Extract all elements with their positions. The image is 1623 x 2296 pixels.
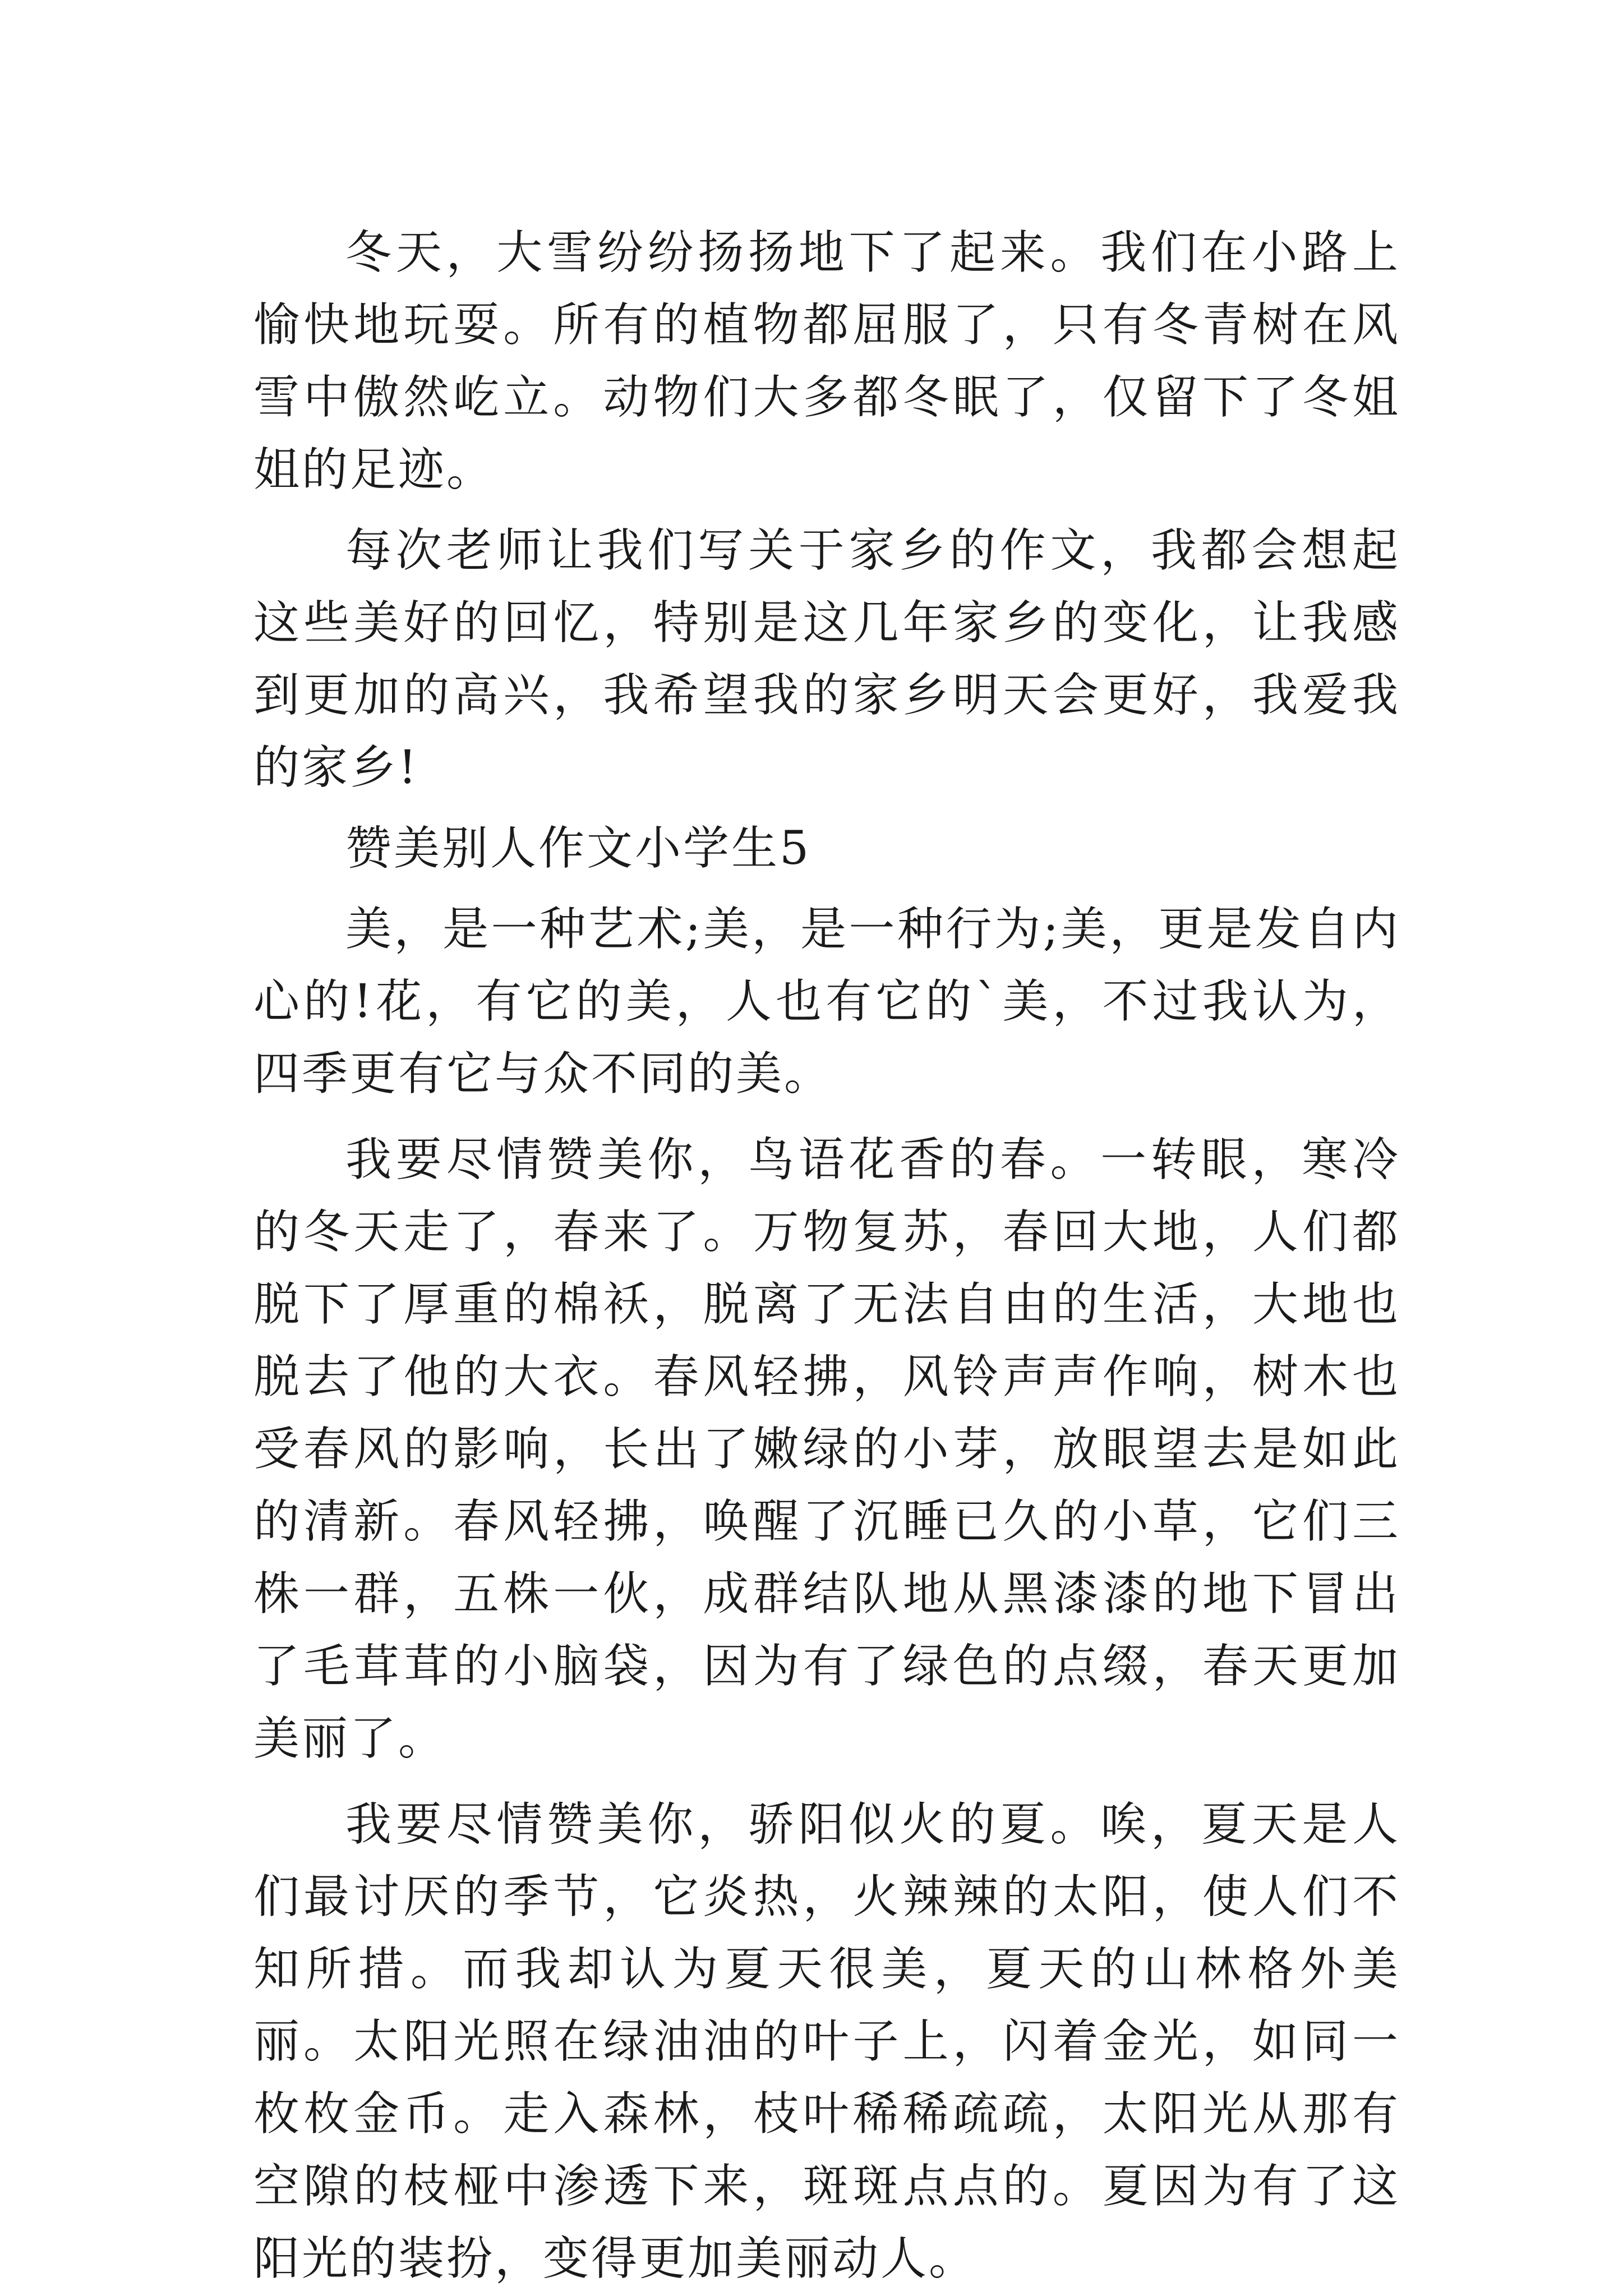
document-body — [253, 217, 1400, 2295]
paragraph-beauty-intro: 美，是一种艺术;美，是一种行为;美，更是发自内心的!花，有它的美，人也有它的`美，不过我认为，四季更有它与众不同的美。 — [253, 903, 1400, 1101]
paragraph-spring: 我要尽情赞美你，鸟语花香的春。一转眼，寒冷的冬天走了，春来了。万物复苏，春回大地，人们都脱下了厚重的棉袄，脱离了无法自由的生活，大地也脱去了他的大衣。春风轻拂，风铃声声作响，树木也受春风的影响，长出了嫩绿的小芽，放眼望去是如此的清新。春风轻拂，唤醒了沉睡已久的小草，它们三株一群，五株一伙，成群结队地从黑漆漆的地下冒出了毛茸茸的小脑袋，因为有了绿色的点缀，春天更加美丽了。 — [253, 1133, 1400, 1765]
essay-title: 赞美别人作文小学生5 — [345, 822, 811, 875]
paragraph-summer: 我要尽情赞美你，骄阳似火的夏。唉，夏天是人们最讨厌的季节，它炎热，火辣辣的太阳，使人们不知所措。而我却认为夏天很美，夏天的山林格外美丽。太阳光照在绿油油的叶子上，闪着金光，如同一枚枚金币。走入森林，枝叶稀稀疏疏，太阳光从那有空隙的枝桠中渗透下来，斑斑点点的。夏因为有了这阳光的装扮，变得更加美丽动人。 — [253, 1798, 1400, 2285]
paragraph-hometown: 每次老师让我们写关于家乡的作文，我都会想起这些美好的回忆，特别是这几年家乡的变化，让我感到更加的高兴，我希望我的家乡明天会更好，我爱我的家乡! — [253, 524, 1400, 794]
paragraph-winter: 冬天，大雪纷纷扬扬地下了起来。我们在小路上愉快地玩耍。所有的植物都屈服了，只有冬青树在风雪中傲然屹立。动物们大多都冬眠了，仅留下了冬姐姐的足迹。 — [253, 226, 1400, 496]
